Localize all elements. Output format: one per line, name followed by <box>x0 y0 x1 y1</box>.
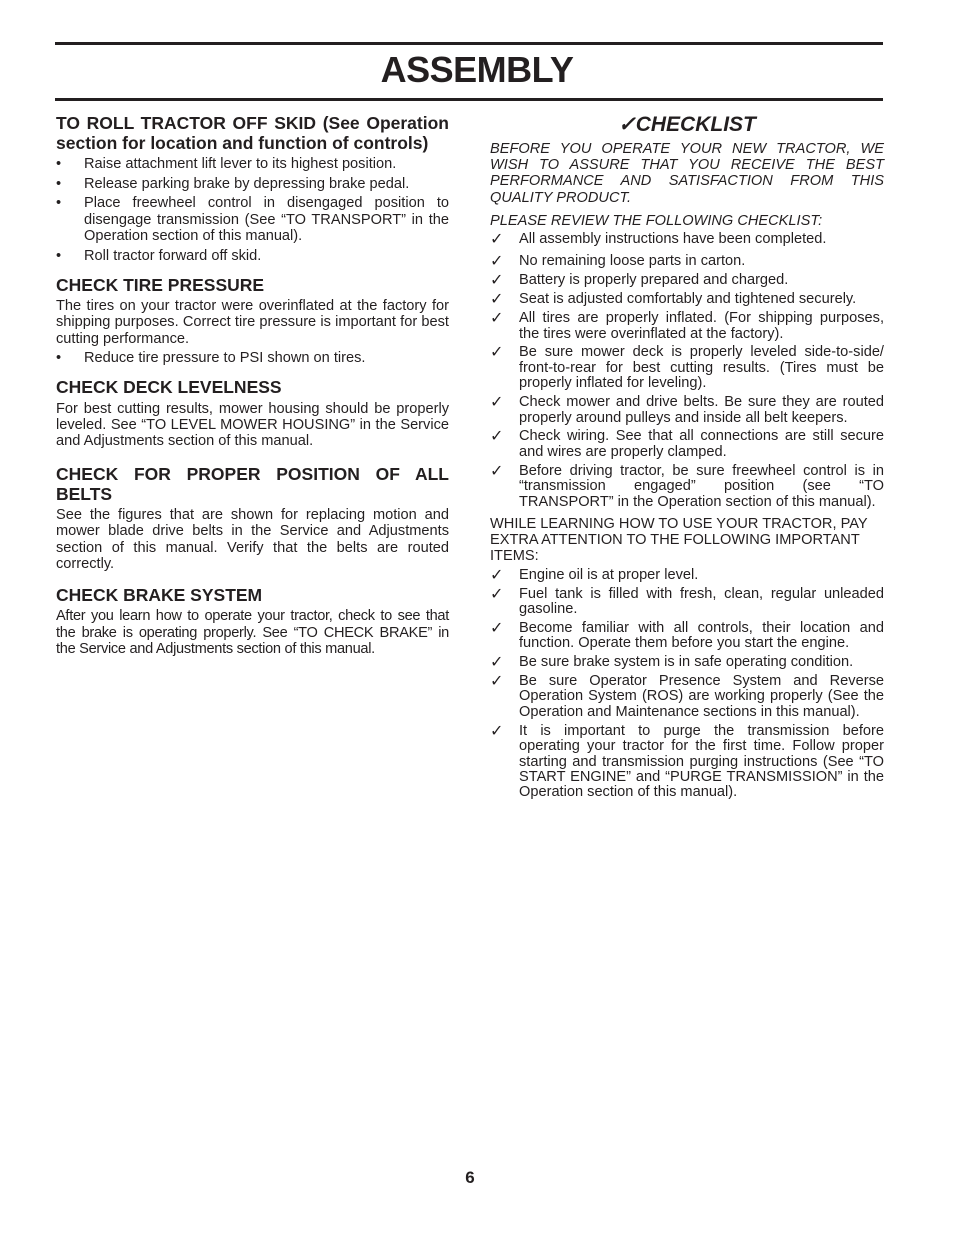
checklist-item <box>490 464 884 510</box>
bullet-icon: • <box>56 175 62 192</box>
bullet-icon: • <box>56 247 62 264</box>
checkmark-icon: ✓ <box>490 722 504 740</box>
checklist-item-text: All tires are properly inflated. (For shipping purposes, the tires were overinflated at the factory). <box>519 310 884 342</box>
list-item-text: Release parking brake by depressing brake pedal. <box>84 175 410 192</box>
brake-system-text: After you learn how to operate your tractor, check to see that the brake is operating properly. See “TO CHECK BRAKE” in the Service and Adjustments section of this manual. <box>56 608 449 657</box>
tire-pressure-list <box>56 350 449 366</box>
roll-off-skid-section <box>56 114 449 264</box>
tire-pressure-heading: CHECK TIRE PRESSURE <box>56 274 265 295</box>
list-item <box>56 176 449 192</box>
important-item <box>490 568 884 583</box>
checklist-title-text: CHECKLIST <box>635 113 756 136</box>
checkmark-icon: ✓ <box>490 428 504 446</box>
checklist-item-text: Seat is adjusted comfortably and tightened securely. <box>519 291 857 308</box>
list-item-text: Place freewheel control in disengaged position to disengage transmission (See “TO TRANSPORT” in the Operation section of this manual). <box>84 195 449 244</box>
page-number: 6 <box>465 1168 475 1187</box>
deck-levelness-text: For best cutting results, mower housing should be properly leveled. See “TO LEVEL MOWER HOUSING” in the Service and Adjustments section of this manual. <box>56 400 449 449</box>
list-item-text: Roll tractor forward off skid. <box>84 247 262 264</box>
deck-levelness-heading: CHECK DECK LEVELNESS <box>56 377 282 398</box>
important-item <box>490 674 884 720</box>
important-items-list <box>490 568 884 801</box>
left-column <box>56 114 449 657</box>
important-item-text: Fuel tank is filled with fresh, clean, regular unleaded gasoline. <box>519 585 884 617</box>
list-item <box>56 248 449 264</box>
checkmark-icon: ✓ <box>618 113 636 136</box>
checkmark-icon: ✓ <box>490 310 504 328</box>
checklist-item-text: Check mower and drive belts. Be sure they are routed properly around pulleys and inside all belt keepers. <box>519 394 884 426</box>
checklist-item <box>490 395 884 426</box>
checklist-item-text: All assembly instructions have been completed. <box>519 231 827 248</box>
checklist-item <box>490 311 884 342</box>
checklist-item <box>490 429 884 460</box>
checklist-review: PLEASE REVIEW THE FOLLOWING CHECKLIST: <box>490 212 823 229</box>
checkmark-icon: ✓ <box>490 291 504 309</box>
checklist-intro: BEFORE YOU OPERATE YOUR NEW TRACTOR, WE WISH TO ASSURE THAT YOU RECEIVE THE BEST PERFORMANCE AND SATISFACTION FROM THIS QUALITY PRODUCT. <box>490 141 884 206</box>
checkmark-icon: ✓ <box>490 619 504 637</box>
belts-heading: CHECK FOR PROPER POSITION OF ALL BELTS <box>56 464 449 504</box>
checklist-item <box>490 232 884 247</box>
list-item <box>56 195 449 244</box>
checklist-item <box>490 273 884 288</box>
checkmark-icon: ✓ <box>490 462 504 480</box>
checkmark-icon: ✓ <box>490 231 504 249</box>
important-item-text: Engine oil is at proper level. <box>519 566 699 583</box>
right-column <box>490 114 884 804</box>
header-rule-top <box>55 42 883 45</box>
important-item-text: Become familiar with all controls, their location and function. Operate them before you start the engine. <box>519 619 884 652</box>
bullet-icon: • <box>56 156 62 172</box>
checkmark-icon: ✓ <box>490 673 504 691</box>
list-item <box>56 350 449 366</box>
important-item <box>490 587 884 618</box>
roll-off-skid-heading: TO ROLL TRACTOR OFF SKID (See Operation section for location and function of controls) <box>56 113 449 153</box>
checkmark-icon: ✓ <box>490 585 504 603</box>
checkmark-icon: ✓ <box>490 253 504 271</box>
roll-off-skid-list <box>56 156 449 264</box>
important-item-text: It is important to purge the transmission before operating your tractor for the first time. Follow proper starting and transmission purging instructions (See “TO START ENGINE” and “PURGE TRANSMISSION” in the Operation section of this manual). <box>519 722 884 801</box>
important-items-intro: WHILE LEARNING HOW TO USE YOUR TRACTOR, PAY EXTRA ATTENTION TO THE FOLLOWING IMPORTANT ITEMS: <box>490 516 868 565</box>
checklist-list <box>490 232 884 510</box>
list-item-text: Raise attachment lift lever to its highest position. <box>84 156 397 172</box>
checkmark-icon: ✓ <box>490 654 504 672</box>
belts-text: See the figures that are shown for replacing motion and mower blade drive belts in the Service and Adjustments section of this manual. Verify that the belts are routed correctly. <box>56 507 449 572</box>
checklist-item <box>490 254 884 269</box>
brake-system-heading: CHECK BRAKE SYSTEM <box>56 584 263 605</box>
checklist-item-text: No remaining loose parts in carton. <box>519 253 746 270</box>
checkmark-icon: ✓ <box>490 566 504 584</box>
checkmark-icon: ✓ <box>490 394 504 412</box>
bullet-icon: • <box>56 195 62 212</box>
checkmark-icon: ✓ <box>490 272 504 290</box>
bullet-icon: • <box>56 349 62 366</box>
belts-section <box>56 465 449 572</box>
checklist-item-text: Be sure mower deck is properly leveled side-to-side/ front-to-rear for best cutting results. (Tires must be properly inflated for leveling). <box>519 344 884 392</box>
important-item <box>490 621 884 652</box>
checklist-item <box>490 345 884 391</box>
tire-pressure-section <box>56 276 449 366</box>
header-rule-bottom <box>55 98 883 101</box>
important-item <box>490 724 884 801</box>
checklist-item <box>490 292 884 307</box>
brake-system-section <box>56 586 449 657</box>
tire-pressure-text: The tires on your tractor were overinflated at the factory for shipping purposes. Correct tire pressure is important for best cutting performance. <box>56 298 449 347</box>
important-item <box>490 655 884 670</box>
checklist-title <box>490 114 884 136</box>
checklist-item-text: Check wiring. See that all connections are still secure and wires are properly clamped. <box>519 428 884 460</box>
page-title: ASSEMBLY <box>380 49 574 90</box>
important-item-text: Be sure brake system is in safe operating condition. <box>519 654 854 671</box>
list-item <box>56 156 449 172</box>
important-item-text: Be sure Operator Presence System and Reverse Operation System (ROS) are working properly (See the Operation and Maintenance sections in this manual). <box>519 673 884 720</box>
checklist-item-text: Before driving tractor, be sure freewheel control is in “transmission engaged” position (see “TO TRANSPORT” in the Operation section of this manual). <box>519 462 884 510</box>
list-item-text: Reduce tire pressure to PSI shown on tires. <box>84 349 366 366</box>
checklist-item-text: Battery is properly prepared and charged. <box>519 272 789 289</box>
checkmark-icon: ✓ <box>490 344 504 362</box>
deck-levelness-section <box>56 378 449 449</box>
